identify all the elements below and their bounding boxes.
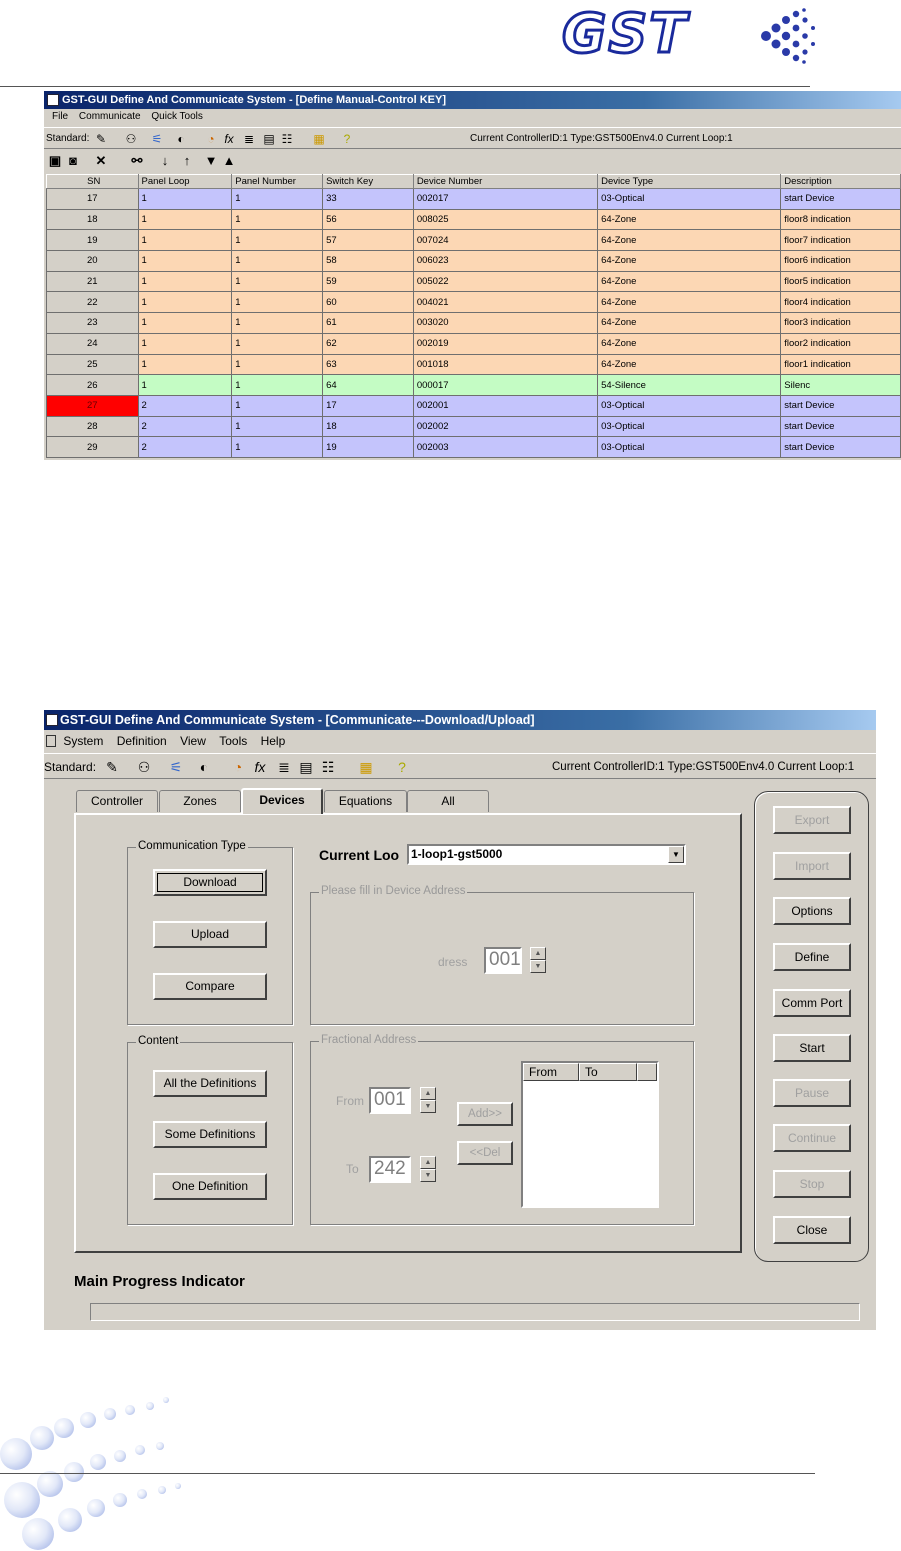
cell-sn[interactable]: 18: [47, 209, 139, 230]
cell-panel-loop[interactable]: 2: [138, 395, 232, 416]
address-up-icon[interactable]: ▲: [530, 947, 546, 960]
contrast-icon[interactable]: ◐: [199, 759, 209, 775]
clock-icon[interactable]: ◔: [233, 759, 243, 775]
grid-header-row: [47, 175, 901, 189]
cell-switch-key[interactable]: 57: [323, 230, 414, 251]
menu-file[interactable]: File: [52, 111, 69, 122]
decorative-bubbles-icon: [0, 1380, 190, 1551]
cell-device-number[interactable]: 002019: [413, 333, 597, 354]
content-label: Content: [138, 1035, 179, 1047]
cell-panel-number[interactable]: 1: [232, 333, 323, 354]
cell-description[interactable]: floor3 indication: [781, 313, 901, 334]
cell-device-number[interactable]: 002001: [413, 395, 597, 416]
stop-button[interactable]: Stop: [773, 1170, 851, 1198]
col-header-device-type[interactable]: Device Type: [598, 175, 781, 189]
binoculars-icon[interactable]: ⚇: [137, 759, 151, 775]
from-down-icon[interactable]: ▼: [420, 1100, 436, 1113]
window-title: GST-GUI Define And Communicate System - [Define Manual-Control KEY]: [62, 94, 447, 106]
list-header-blank: [637, 1063, 657, 1081]
move-down-icon[interactable]: ↓: [161, 153, 169, 168]
cell-device-type[interactable]: 64-Zone: [598, 313, 781, 334]
cell-device-type[interactable]: 03-Optical: [598, 395, 781, 416]
cell-device-type[interactable]: 03-Optical: [598, 437, 781, 458]
cell-device-type[interactable]: 03-Optical: [598, 189, 781, 210]
layers-icon[interactable]: ≣: [243, 132, 255, 146]
toolbar-label: Standard:: [46, 133, 90, 144]
cell-description[interactable]: start Device: [781, 437, 901, 458]
binoculars-icon[interactable]: ⚇: [125, 132, 137, 146]
controller-status: Current ControllerID:1 Type:GST500Env4.0 Current Loop:1: [552, 761, 855, 773]
cell-panel-number[interactable]: 1: [232, 416, 323, 437]
import-button[interactable]: Import: [773, 852, 851, 880]
cell-description[interactable]: start Device: [781, 416, 901, 437]
cell-panel-loop[interactable]: 2: [138, 437, 232, 458]
cell-description[interactable]: floor1 indication: [781, 354, 901, 375]
table-row[interactable]: [47, 313, 901, 334]
layers-icon[interactable]: ≣: [278, 759, 290, 775]
tab-devices[interactable]: Devices: [241, 788, 323, 814]
cell-device-number[interactable]: 002003: [413, 437, 597, 458]
col-header-sn[interactable]: SN: [47, 175, 139, 189]
wand-icon[interactable]: ⚟: [151, 132, 163, 146]
tools-icon[interactable]: ✎: [106, 759, 118, 775]
table-row[interactable]: [47, 251, 901, 272]
cell-switch-key[interactable]: 61: [323, 313, 414, 334]
cell-panel-number[interactable]: 1: [232, 354, 323, 375]
table-row[interactable]: [47, 271, 901, 292]
cell-panel-loop[interactable]: 1: [138, 209, 232, 230]
cell-device-number[interactable]: 001018: [413, 354, 597, 375]
filter-icon[interactable]: ⚯: [131, 153, 143, 168]
upload-button[interactable]: Upload: [153, 921, 267, 948]
logo-dots-icon: [758, 6, 818, 66]
cell-sn[interactable]: 20: [47, 251, 139, 272]
cell-sn[interactable]: 21: [47, 271, 139, 292]
function-icon[interactable]: fx: [224, 132, 234, 146]
header-rule: [0, 86, 810, 87]
table-row[interactable]: [47, 209, 901, 230]
cell-description[interactable]: Silenc: [781, 375, 901, 396]
address-down-icon[interactable]: ▼: [530, 960, 546, 973]
window-title-bar: [44, 710, 876, 730]
cell-description[interactable]: floor5 indication: [781, 271, 901, 292]
some-definitions-button[interactable]: Some Definitions: [153, 1121, 267, 1148]
fractional-address-label: Fractional Address: [321, 1034, 417, 1046]
to-up-icon[interactable]: ▲: [420, 1156, 436, 1169]
delete-icon[interactable]: ✕: [95, 153, 107, 168]
cell-switch-key[interactable]: 64: [323, 375, 414, 396]
current-loop-label: Current Loo: [319, 847, 400, 863]
save-icon[interactable]: ▣: [48, 153, 62, 168]
cell-device-number[interactable]: 004021: [413, 292, 597, 313]
cell-panel-loop[interactable]: 1: [138, 375, 232, 396]
app-icon: [47, 94, 59, 106]
network-icon[interactable]: ☷: [321, 759, 335, 775]
list-icon[interactable]: ▤: [263, 132, 275, 146]
cell-description[interactable]: floor2 indication: [781, 333, 901, 354]
table-row[interactable]: [47, 354, 901, 375]
help-icon[interactable]: ?: [343, 132, 351, 146]
table-row[interactable]: [47, 189, 901, 210]
cell-switch-key[interactable]: 60: [323, 292, 414, 313]
cell-panel-number[interactable]: 1: [232, 189, 323, 210]
chart-icon[interactable]: ▦: [359, 759, 373, 775]
tab-zones[interactable]: Zones: [159, 790, 241, 812]
cell-sn[interactable]: 26: [47, 375, 139, 396]
list-header-from[interactable]: From: [523, 1063, 579, 1081]
col-header-device-number[interactable]: Device Number: [413, 175, 597, 189]
app-icon: [46, 714, 58, 726]
address-field-label: dress: [438, 955, 468, 969]
table-row[interactable]: [47, 395, 901, 416]
table-row[interactable]: [47, 333, 901, 354]
edit-toolbar: [44, 151, 901, 171]
col-header-panel-number[interactable]: Panel Number: [232, 175, 323, 189]
cell-device-number[interactable]: 008025: [413, 209, 597, 230]
cell-panel-number[interactable]: 1: [232, 313, 323, 334]
cell-device-number[interactable]: 003020: [413, 313, 597, 334]
menu-help[interactable]: Help: [260, 734, 286, 748]
cell-panel-loop[interactable]: 1: [138, 333, 232, 354]
from-address-input[interactable]: 001: [369, 1087, 411, 1114]
cell-switch-key[interactable]: 17: [323, 395, 414, 416]
cell-device-type[interactable]: 64-Zone: [598, 292, 781, 313]
table-row[interactable]: [47, 292, 901, 313]
cell-device-type[interactable]: 03-Optical: [598, 416, 781, 437]
cell-description[interactable]: floor8 indication: [781, 209, 901, 230]
menu-view[interactable]: View: [180, 734, 206, 748]
cell-panel-number[interactable]: 1: [232, 292, 323, 313]
cell-sn[interactable]: 24: [47, 333, 139, 354]
save-all-icon[interactable]: ◙: [69, 153, 77, 168]
cell-panel-number[interactable]: 1: [232, 437, 323, 458]
all-definitions-button[interactable]: All the Definitions: [153, 1070, 267, 1097]
cell-panel-number[interactable]: 1: [232, 251, 323, 272]
col-header-switch-key[interactable]: Switch Key: [323, 175, 414, 189]
current-loop-select[interactable]: [407, 844, 686, 865]
controller-status: Current ControllerID:1 Type:GST500Env4.0 Current Loop:1: [470, 133, 733, 144]
menu-definition[interactable]: Definition: [116, 734, 167, 748]
define-button[interactable]: Define: [773, 943, 851, 971]
cell-device-type[interactable]: 64-Zone: [598, 333, 781, 354]
chart-icon[interactable]: ▦: [313, 132, 325, 146]
grid-body: [47, 189, 901, 458]
cell-description[interactable]: floor4 indication: [781, 292, 901, 313]
start-button[interactable]: Start: [773, 1034, 851, 1062]
col-header-description[interactable]: Description: [781, 175, 901, 189]
cell-sn[interactable]: 19: [47, 230, 139, 251]
cell-sn[interactable]: 23: [47, 313, 139, 334]
help-icon[interactable]: ?: [398, 759, 406, 775]
cell-device-number[interactable]: 002002: [413, 416, 597, 437]
clock-icon[interactable]: ◔: [207, 132, 215, 146]
network-icon[interactable]: ☷: [281, 132, 293, 146]
cell-switch-key[interactable]: 59: [323, 271, 414, 292]
from-up-icon[interactable]: ▲: [420, 1087, 436, 1100]
cell-panel-number[interactable]: 1: [232, 395, 323, 416]
table-row[interactable]: [47, 437, 901, 458]
add-range-button[interactable]: Add>>: [457, 1102, 513, 1126]
cell-device-number[interactable]: 007024: [413, 230, 597, 251]
cell-device-number[interactable]: 000017: [413, 375, 597, 396]
cell-device-number[interactable]: 002017: [413, 189, 597, 210]
options-button[interactable]: Options: [773, 897, 851, 925]
cell-sn[interactable]: 27: [47, 395, 139, 416]
cell-sn[interactable]: 22: [47, 292, 139, 313]
manual-key-grid: [46, 174, 901, 458]
one-definition-button[interactable]: One Definition: [153, 1173, 267, 1200]
cell-panel-loop[interactable]: 2: [138, 416, 232, 437]
cell-switch-key[interactable]: 62: [323, 333, 414, 354]
cell-description[interactable]: start Device: [781, 395, 901, 416]
tab-all[interactable]: All: [407, 790, 489, 812]
device-address-label: Please fill in Device Address: [321, 885, 466, 897]
from-label: From: [336, 1094, 364, 1108]
main-progress-bar: [90, 1303, 860, 1321]
cell-panel-number[interactable]: 1: [232, 209, 323, 230]
cell-device-type[interactable]: 64-Zone: [598, 251, 781, 272]
close-button[interactable]: Close: [773, 1216, 851, 1244]
cell-panel-number[interactable]: 1: [232, 230, 323, 251]
cell-panel-loop[interactable]: 1: [138, 313, 232, 334]
cell-panel-loop[interactable]: 1: [138, 292, 232, 313]
standard-toolbar: [44, 127, 901, 149]
cell-device-type[interactable]: 64-Zone: [598, 209, 781, 230]
toolbar-label: Standard:: [44, 760, 97, 774]
current-loop-value: 1-loop1-gst5000: [411, 847, 503, 861]
address-range-list[interactable]: [521, 1061, 659, 1208]
menu-system[interactable]: System: [63, 734, 104, 748]
cell-device-number[interactable]: 006023: [413, 251, 597, 272]
menu-quick-tools[interactable]: Quick Tools: [151, 111, 203, 122]
continue-button[interactable]: Continue: [773, 1124, 851, 1152]
cell-panel-loop[interactable]: 1: [138, 251, 232, 272]
export-button[interactable]: Export: [773, 806, 851, 834]
sort-desc-icon[interactable]: ▼: [204, 153, 218, 168]
tab-equations[interactable]: Equations: [324, 790, 407, 812]
cell-device-number[interactable]: 005022: [413, 271, 597, 292]
cell-switch-key[interactable]: 63: [323, 354, 414, 375]
cell-panel-loop[interactable]: 1: [138, 271, 232, 292]
chevron-down-icon[interactable]: ▼: [668, 846, 684, 863]
download-button[interactable]: Download: [153, 869, 267, 896]
cell-sn[interactable]: 28: [47, 416, 139, 437]
cell-panel-loop[interactable]: 1: [138, 354, 232, 375]
tools-icon[interactable]: ✎: [95, 132, 107, 146]
remove-range-button[interactable]: <<Del: [457, 1141, 513, 1165]
wand-icon[interactable]: ⚟: [169, 759, 183, 775]
comm-port-button[interactable]: Comm Port: [773, 989, 851, 1017]
to-address-input[interactable]: 242: [369, 1156, 411, 1183]
list-header-to[interactable]: To: [579, 1063, 637, 1081]
menu-bar: [44, 109, 901, 125]
cell-sn[interactable]: 25: [47, 354, 139, 375]
communicate-window: [44, 710, 876, 1330]
function-icon[interactable]: fx: [254, 759, 266, 775]
document-icon[interactable]: [46, 735, 56, 747]
window-title-bar: [44, 91, 901, 109]
menu-communicate[interactable]: Communicate: [78, 111, 141, 122]
cell-panel-loop[interactable]: 1: [138, 230, 232, 251]
footer-rule: [0, 1473, 815, 1474]
cell-panel-number[interactable]: 1: [232, 375, 323, 396]
list-icon[interactable]: ▤: [299, 759, 313, 775]
tab-controller[interactable]: Controller: [76, 790, 158, 812]
logo-text: GST: [562, 2, 689, 65]
table-row[interactable]: [47, 375, 901, 396]
manual-control-key-window: [44, 91, 901, 460]
to-down-icon[interactable]: ▼: [420, 1169, 436, 1182]
col-header-panel-loop[interactable]: Panel Loop: [138, 175, 232, 189]
cell-switch-key[interactable]: 18: [323, 416, 414, 437]
compare-button[interactable]: Compare: [153, 973, 267, 1000]
device-address-input[interactable]: 001: [484, 947, 522, 974]
cell-panel-loop[interactable]: 1: [138, 189, 232, 210]
table-row[interactable]: [47, 230, 901, 251]
cell-switch-key[interactable]: 19: [323, 437, 414, 458]
contrast-icon[interactable]: ◐: [177, 132, 185, 146]
pause-button[interactable]: Pause: [773, 1079, 851, 1107]
cell-description[interactable]: floor7 indication: [781, 230, 901, 251]
gst-logo: [560, 2, 820, 68]
window-title: GST-GUI Define And Communicate System - [Communicate---Download/Upload]: [60, 713, 535, 727]
cell-device-type[interactable]: 64-Zone: [598, 354, 781, 375]
cell-description[interactable]: floor6 indication: [781, 251, 901, 272]
cell-switch-key[interactable]: 33: [323, 189, 414, 210]
cell-panel-number[interactable]: 1: [232, 271, 323, 292]
cell-sn[interactable]: 29: [47, 437, 139, 458]
cell-device-type[interactable]: 64-Zone: [598, 230, 781, 251]
menu-tools[interactable]: Tools: [219, 734, 248, 748]
table-row[interactable]: [47, 416, 901, 437]
standard-toolbar: [44, 753, 876, 779]
move-up-icon[interactable]: ↑: [183, 153, 191, 168]
to-label: To: [346, 1162, 359, 1176]
progress-label: Main Progress Indicator: [74, 1273, 245, 1290]
cell-switch-key[interactable]: 58: [323, 251, 414, 272]
cell-description[interactable]: start Device: [781, 189, 901, 210]
communication-type-label: Communication Type: [138, 840, 246, 852]
menu-bar: [44, 731, 876, 751]
cell-device-type[interactable]: 54-Silence: [598, 375, 781, 396]
cell-sn[interactable]: 17: [47, 189, 139, 210]
cell-device-type[interactable]: 64-Zone: [598, 271, 781, 292]
cell-switch-key[interactable]: 56: [323, 209, 414, 230]
sort-asc-icon[interactable]: ▲: [222, 153, 236, 168]
